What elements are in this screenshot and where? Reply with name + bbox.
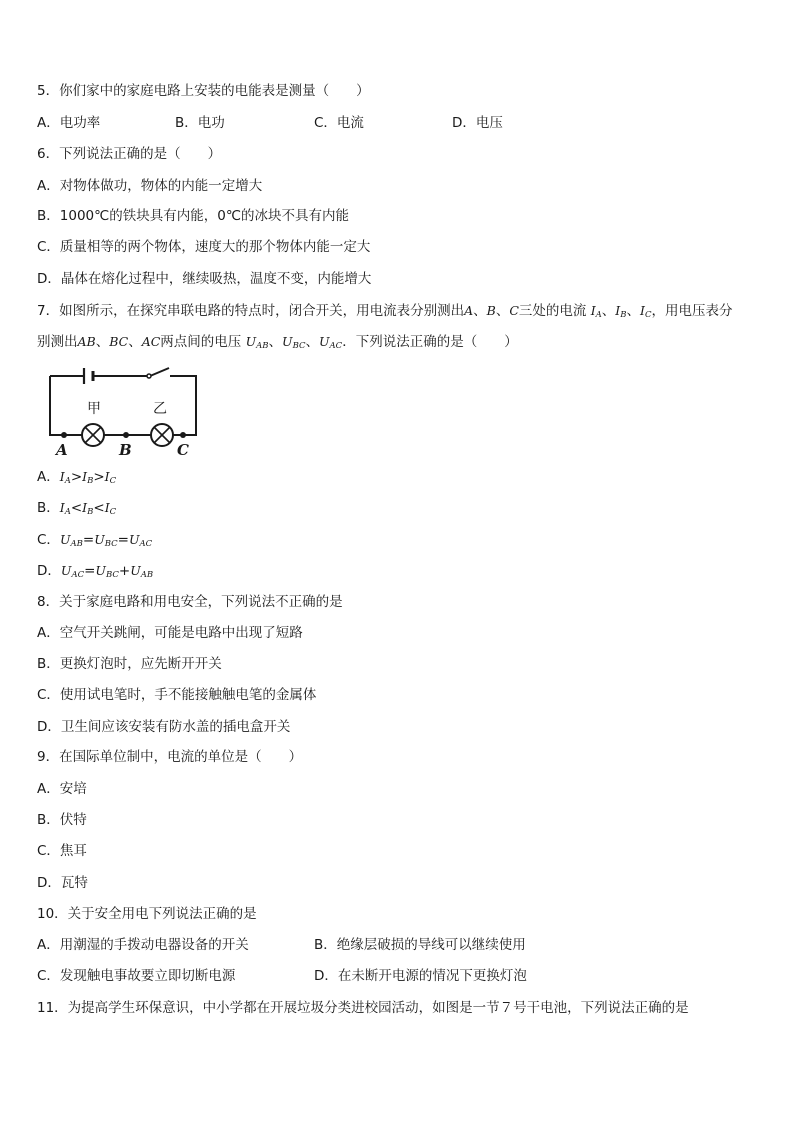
q11-stem: 11．为提高学生环保意识，中小学都在开展垃圾分类进校园活动，如图是一节７号干电池，下列说法正确的是 bbox=[37, 1000, 689, 1016]
node-c bbox=[180, 432, 186, 438]
lamp-jia-label: 甲 bbox=[87, 401, 101, 417]
q6-option-a: A．对物体做功，物体的内能一定增大 bbox=[37, 178, 263, 194]
node-a bbox=[61, 432, 67, 438]
q5-option-b: B．电功 bbox=[175, 115, 225, 131]
q6-stem: 6．下列说法正确的是（ ） bbox=[37, 146, 222, 162]
lamp-jia-icon bbox=[82, 424, 104, 446]
battery-icon bbox=[84, 368, 93, 384]
q9-stem: 9．在国际单位制中，电流的单位是（ ） bbox=[37, 749, 303, 765]
node-a-label: A bbox=[56, 441, 68, 459]
q7-option-d: D．$U_{AC}=U_{BC}+U_{AB}$ bbox=[37, 563, 154, 580]
lamp-yi-icon bbox=[151, 424, 173, 446]
q7-stem-line1: 7．如图所示，在探究串联电路的特点时，闭合开关，用电流表分别测出A、B、C三处的电流 $I_A$、$I_B$、$I_C$，用电压表分 bbox=[37, 303, 733, 320]
node-c-label: C bbox=[177, 441, 189, 459]
q5-stem: 5．你们家中的家庭电路上安装的电能表是测量（ ） bbox=[37, 83, 370, 99]
q9-option-d: D．瓦特 bbox=[37, 875, 88, 891]
q5-option-a: A．电功率 bbox=[37, 115, 101, 131]
q5-option-d: D．电压 bbox=[452, 115, 503, 131]
q7-option-c: C．$U_{AB}=U_{BC}=U_{AC}$ bbox=[37, 532, 153, 549]
q10-stem: 10．关于安全用电下列说法正确的是 bbox=[37, 906, 257, 922]
q10-option-a: A．用潮湿的手拨动电器设备的开关 bbox=[37, 937, 249, 953]
q8-option-a: A．空气开关跳闸，可能是电路中出现了短路 bbox=[37, 625, 303, 641]
q8-stem: 8．关于家庭电路和用电安全，下列说法不正确的是 bbox=[37, 594, 343, 610]
q6-option-b: B．1000℃的铁块具有内能，0℃的冰块不具有内能 bbox=[37, 208, 350, 224]
switch-icon bbox=[147, 374, 151, 378]
q6-option-d: D．晶体在熔化过程中，继续吸热，温度不变，内能增大 bbox=[37, 271, 372, 287]
q5-option-c: C．电流 bbox=[314, 115, 364, 131]
q10-option-c: C．发现触电事故要立即切断电源 bbox=[37, 968, 236, 984]
q7-stem-line2: 别测出AB、BC、AC两点间的电压 $U_{AB}$、$U_{BC}$、$U_{AC}$．下列说法正确的是（ ） bbox=[37, 334, 518, 351]
q9-option-b: B．伏特 bbox=[37, 812, 87, 828]
q10-option-d: D．在未断开电源的情况下更换灯泡 bbox=[314, 968, 527, 984]
q10-option-b: B．绝缘层破损的导线可以继续使用 bbox=[314, 937, 526, 953]
q7-option-a: A．$I_A>I_B>I_C$ bbox=[37, 469, 117, 486]
lamp-yi-label: 乙 bbox=[153, 401, 167, 417]
q9-option-a: A．安培 bbox=[37, 781, 87, 797]
q8-option-c: C．使用试电笔时，手不能接触触电笔的金属体 bbox=[37, 687, 317, 703]
q8-option-d: D．卫生间应该安装有防水盖的插电盒开关 bbox=[37, 719, 291, 735]
q7-option-b: B．$I_A<I_B<I_C$ bbox=[37, 500, 117, 517]
series-circuit-diagram bbox=[40, 360, 210, 460]
q9-option-c: C．焦耳 bbox=[37, 843, 87, 859]
node-b-label: B bbox=[119, 441, 132, 459]
node-b bbox=[123, 432, 129, 438]
q6-option-c: C．质量相等的两个物体，速度大的那个物体内能一定大 bbox=[37, 239, 371, 255]
q8-option-b: B．更换灯泡时，应先断开开关 bbox=[37, 656, 222, 672]
